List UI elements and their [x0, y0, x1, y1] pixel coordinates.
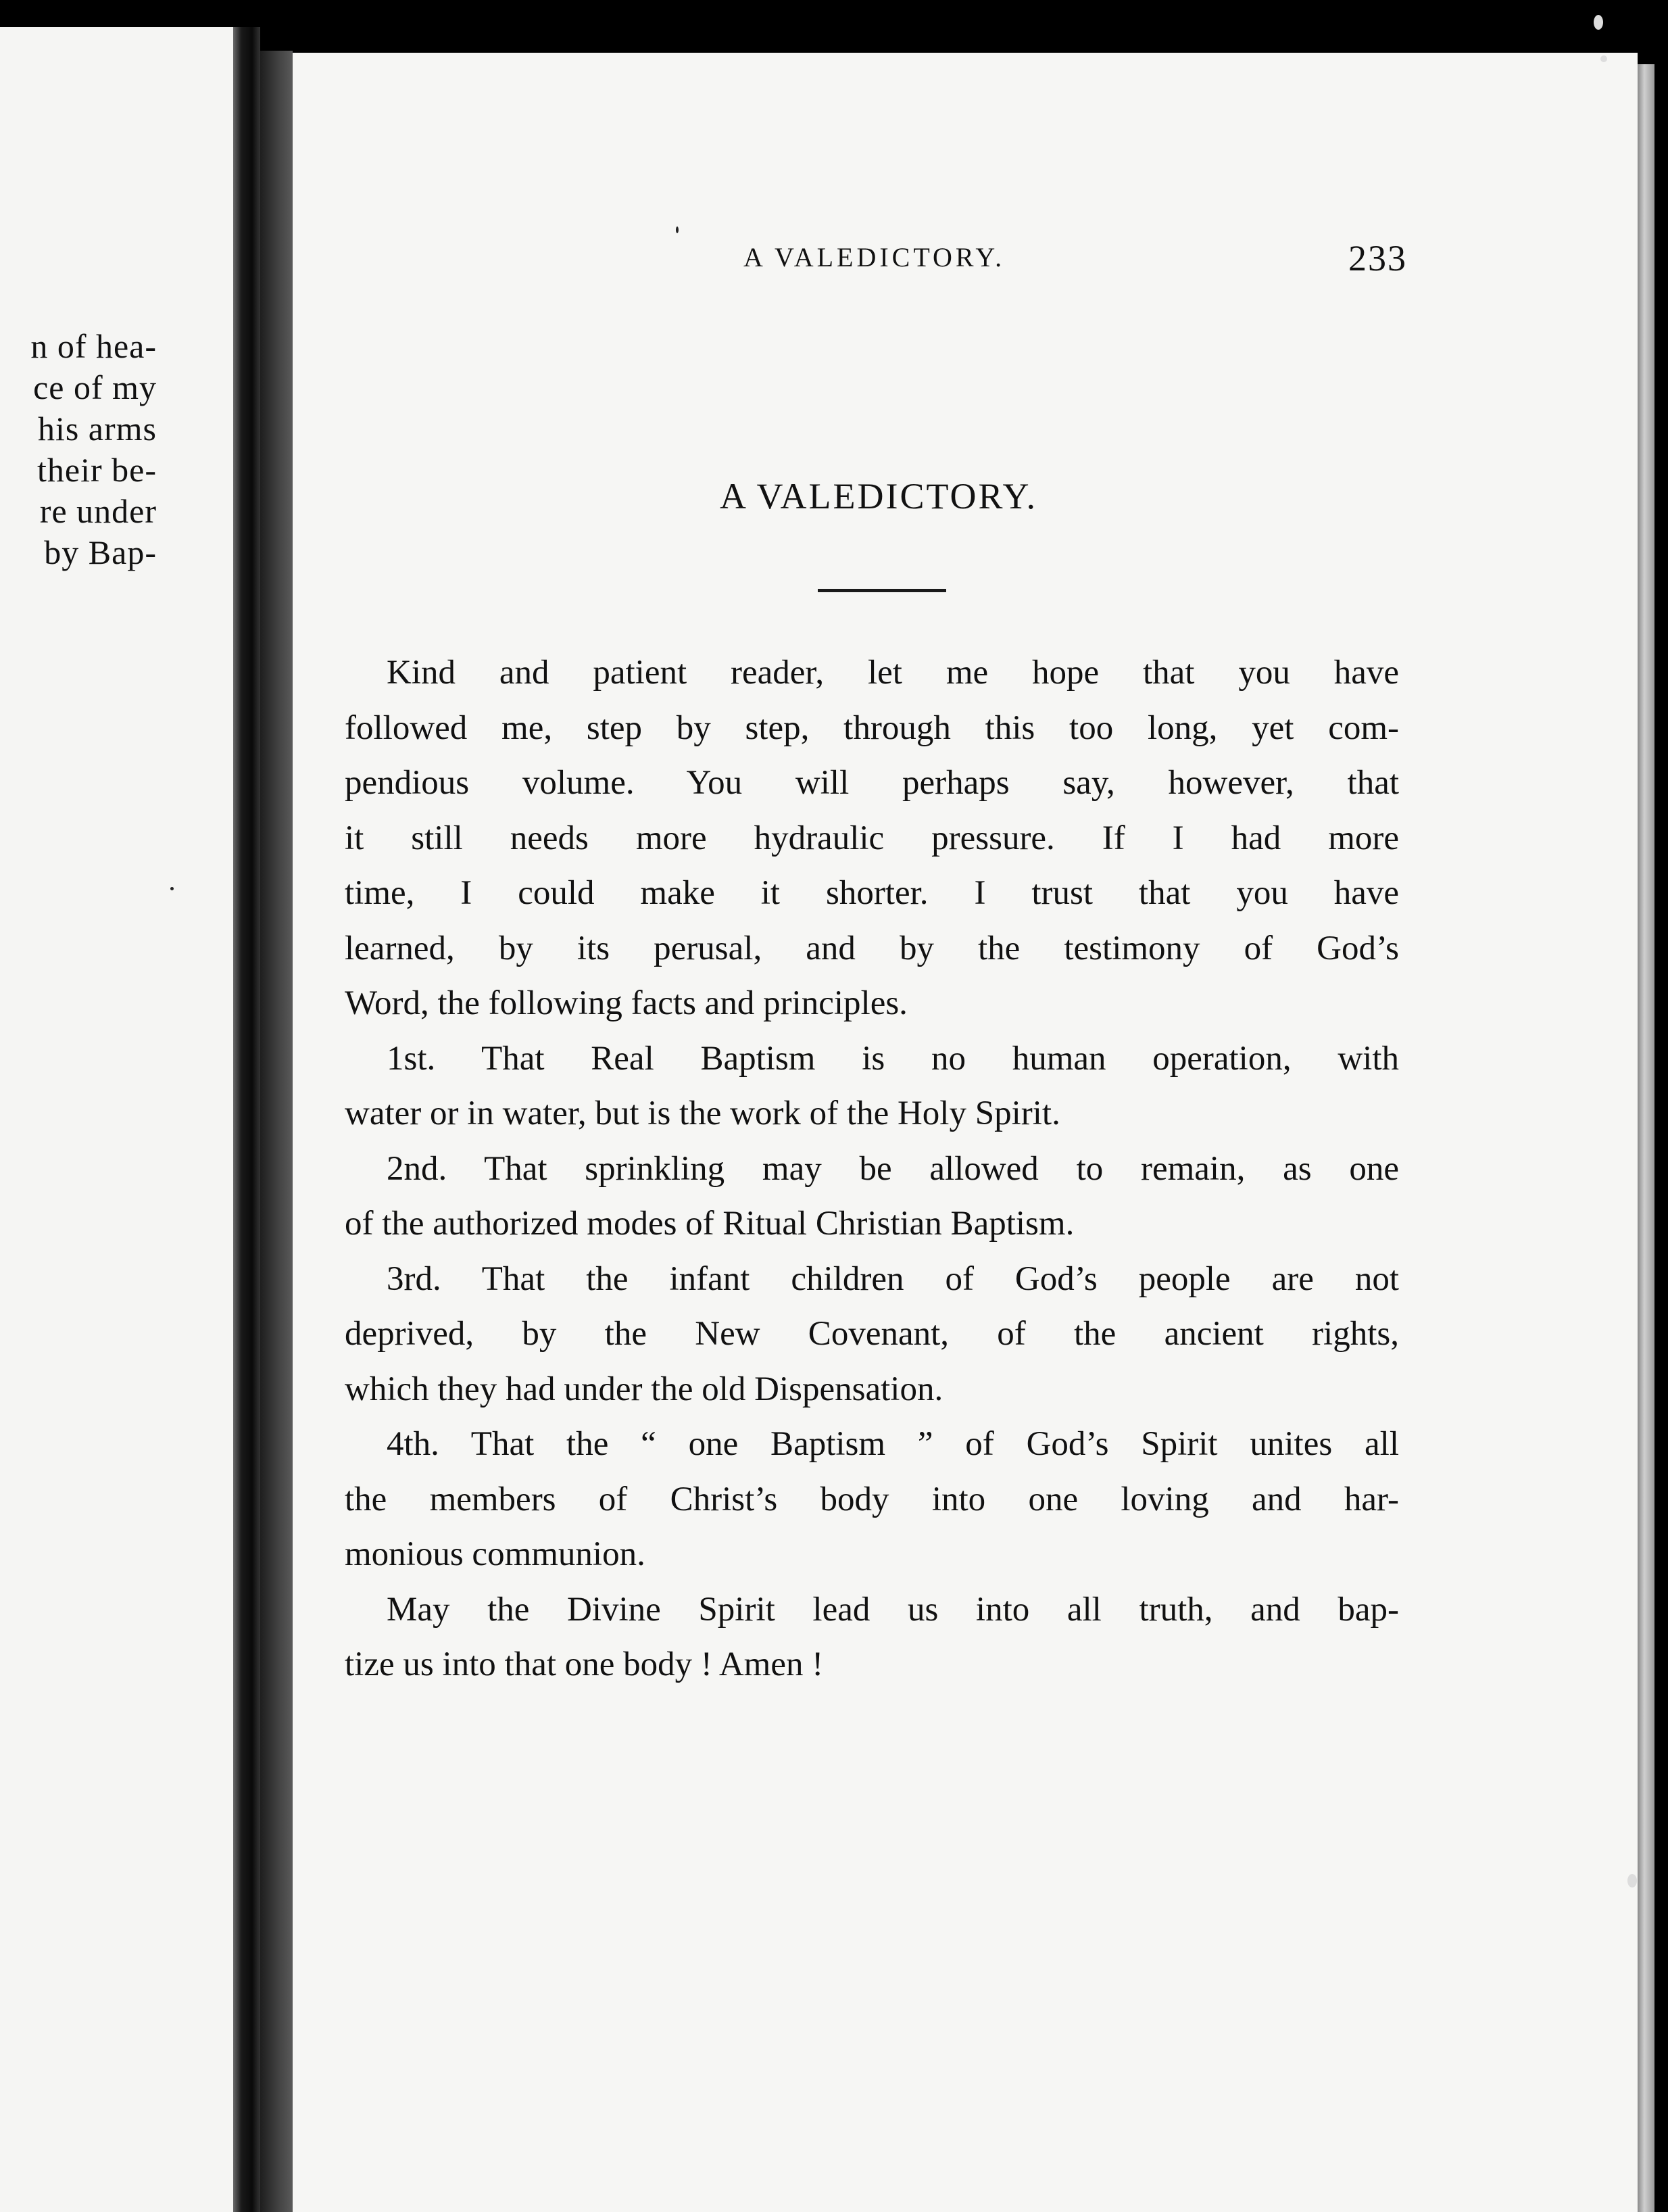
text-line: Kind and patient reader, let me hope that you have — [387, 654, 1399, 692]
scan-speck — [1594, 15, 1603, 30]
previous-page-text — [0, 326, 157, 573]
previous-page-line: n of hea- — [30, 327, 157, 365]
text-line: 3rd. That the infant children of God’s people are not — [387, 1259, 1399, 1298]
text-line: Word, the following facts and principles. — [345, 984, 908, 1022]
text-line: it still needs more hydraulic pressure. If I had more — [345, 819, 1399, 857]
previous-page-line: his arms — [37, 410, 157, 448]
scan-speck — [1627, 1874, 1637, 1888]
book-gutter — [233, 27, 260, 2212]
previous-page-fragment — [0, 27, 233, 2212]
text-line: followed me, step by step, through this too long, yet com- — [345, 708, 1399, 747]
text-line: May the Divine Spirit lead us into all truth, and bap- — [387, 1590, 1399, 1629]
body-text — [345, 646, 1399, 1693]
title-rule — [818, 589, 946, 592]
paragraph — [345, 646, 1399, 1032]
text-line: 4th. That the “ one Baptism ” of God’s Spirit unites all — [387, 1425, 1399, 1463]
text-line: the members of Christ’s body into one loving and har- — [345, 1480, 1399, 1518]
previous-page-line: by Bap- — [44, 533, 157, 571]
paragraph — [345, 1583, 1399, 1693]
text-line: 1st. That Real Baptism is no human operation, with — [387, 1039, 1399, 1078]
previous-page-line: ce of my — [33, 368, 157, 406]
scan-speck — [676, 226, 679, 233]
running-head: A VALEDICTORY. — [743, 242, 1006, 272]
text-line: which they had under the old Dispensation. — [345, 1370, 943, 1408]
page-edge-stack — [1638, 64, 1654, 2212]
text-line: water or in water, but is the work of the Holy Spirit. — [345, 1095, 1060, 1132]
text-line: monious communion. — [345, 1535, 645, 1573]
text-line: pendious volume. You will perhaps say, however, that — [345, 764, 1399, 802]
paragraph — [345, 1252, 1399, 1418]
paragraph — [345, 1142, 1399, 1252]
chapter-title: A VALEDICTORY. — [719, 476, 1038, 516]
paragraph — [345, 1417, 1399, 1583]
text-line: time, I could make it shorter. I trust that you have — [345, 874, 1399, 912]
page-edge-shadow — [260, 51, 293, 2212]
scan-speck — [170, 887, 174, 890]
previous-page-line: their be- — [37, 451, 157, 489]
paragraph — [345, 1032, 1399, 1142]
previous-page-line: re under — [39, 492, 157, 530]
scan-speck — [1600, 55, 1607, 62]
text-line: tize us into that one body ! Amen ! — [345, 1645, 824, 1683]
text-line: 2nd. That sprinkling may be allowed to remain, as one — [387, 1149, 1399, 1188]
text-line: learned, by its perusal, and by the testimony of God’s — [345, 929, 1399, 967]
text-line: deprived, by the New Covenant, of the ancient rights, — [345, 1315, 1399, 1353]
page-number: 233 — [1348, 238, 1407, 279]
text-line: of the authorized modes of Ritual Christian Baptism. — [345, 1205, 1075, 1243]
